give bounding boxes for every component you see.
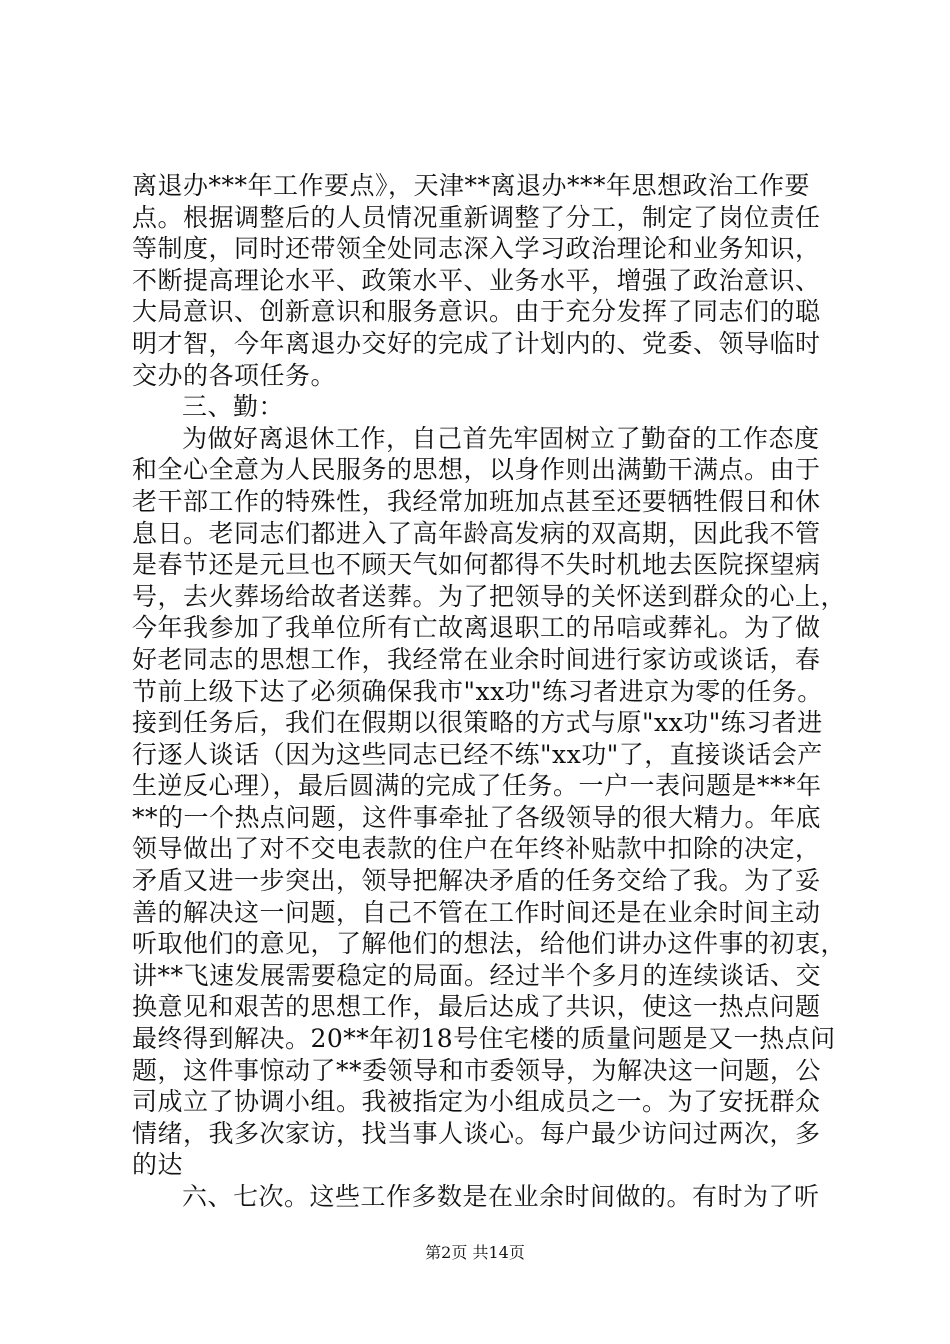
text-line: 号，去火葬场给故者送葬。为了把领导的关怀送到群众的心上，	[132, 581, 847, 611]
text-line: 离退办***年工作要点》，天津**离退办***年思想政治工作要	[132, 171, 811, 200]
text-line: 今年我参加了我单位所有亡故离退职工的吊唁或葬礼。为了做	[132, 613, 821, 643]
text-line: 点。根据调整后的人员情况重新调整了分工，制定了岗位责任	[132, 202, 821, 232]
text-line: 老干部工作的特殊性，我经常加班加点甚至还要牺牲假日和休	[132, 486, 821, 516]
page-number: 第2页	[425, 1243, 468, 1262]
text-line: 三、勤：	[182, 392, 285, 422]
text-line: 交办的各项任务。	[132, 360, 337, 390]
text-line: 节前上级下达了必须确保我市"xx功"练习者进京为零的任务。	[132, 676, 823, 706]
text-line: 息日。老同志们都进入了高年龄高发病的双高期，因此我不管	[132, 518, 821, 548]
text-line: 行逐人谈话（因为这些同志已经不练"xx功"了，直接谈话会产	[132, 739, 823, 769]
text-line: 听取他们的意见，了解他们的想法，给他们讲办这件事的初衷，	[132, 929, 847, 959]
text-line: 为做好离退休工作，自己首先牢固树立了勤奋的工作态度	[182, 423, 820, 453]
text-line: 大局意识、创新意识和服务意识。由于充分发挥了同志们的聪	[132, 297, 821, 327]
text-line: 领导做出了对不交电表款的住户在年终补贴款中扣除的决定，	[132, 834, 821, 864]
text-line: 换意见和艰苦的思想工作，最后达成了共识，使这一热点问题	[132, 992, 821, 1022]
text-line: 生逆反心理），最后圆满的完成了任务。一户一表问题是***年	[132, 771, 822, 801]
text-line: 是春节还是元旦也不顾天气如何都得不失时机地去医院探望病	[132, 550, 821, 580]
text-line: 司成立了协调小组。我被指定为小组成员之一。为了安抚群众	[132, 1087, 821, 1117]
text-line: 的达	[132, 1150, 184, 1180]
text-line: 不断提高理论水平、政策水平、业务水平，增强了政治意识、	[132, 265, 821, 295]
page-total: 共14页	[472, 1243, 525, 1262]
text-line: 题，这件事惊动了**委领导和市委领导，为解决这一问题，公	[132, 1055, 822, 1085]
document-body	[132, 170, 847, 1213]
text-line: 矛盾又进一步突出，领导把解决矛盾的任务交给了我。为了妥	[132, 866, 821, 896]
text-line: 等制度，同时还带领全处同志深入学习政治理论和业务知识，	[132, 234, 821, 264]
text-line: **的一个热点问题，这件事牵扯了各级领导的很大精力。年底	[132, 802, 822, 832]
text-line: 最终得到解决。20**年初18号住宅楼的质量问题是又一热点问	[132, 1024, 836, 1054]
text-line: 接到任务后，我们在假期以很策略的方式与原"xx功"练习者进	[132, 708, 823, 738]
text-line: 好老同志的思想工作，我经常在业余时间进行家访或谈话，春	[132, 644, 821, 674]
text-line: 讲**飞速发展需要稳定的局面。经过半个多月的连续谈话、交	[132, 960, 822, 990]
text-line: 善的解决这一问题，自己不管在工作时间还是在业余时间主动	[132, 897, 821, 927]
text-line: 明才智，今年离退办交好的完成了计划内的、党委、领导临时	[132, 328, 821, 358]
text-line: 六、七次。这些工作多数是在业余时间做的。有时为了听	[182, 1182, 820, 1211]
text-line: 和全心全意为人民服务的思想，以身作则出满勤干满点。由于	[132, 455, 821, 485]
text-line: 情绪，我多次家访，找当事人谈心。每户最少访问过两次，多	[132, 1118, 821, 1148]
page-footer	[0, 1243, 950, 1263]
